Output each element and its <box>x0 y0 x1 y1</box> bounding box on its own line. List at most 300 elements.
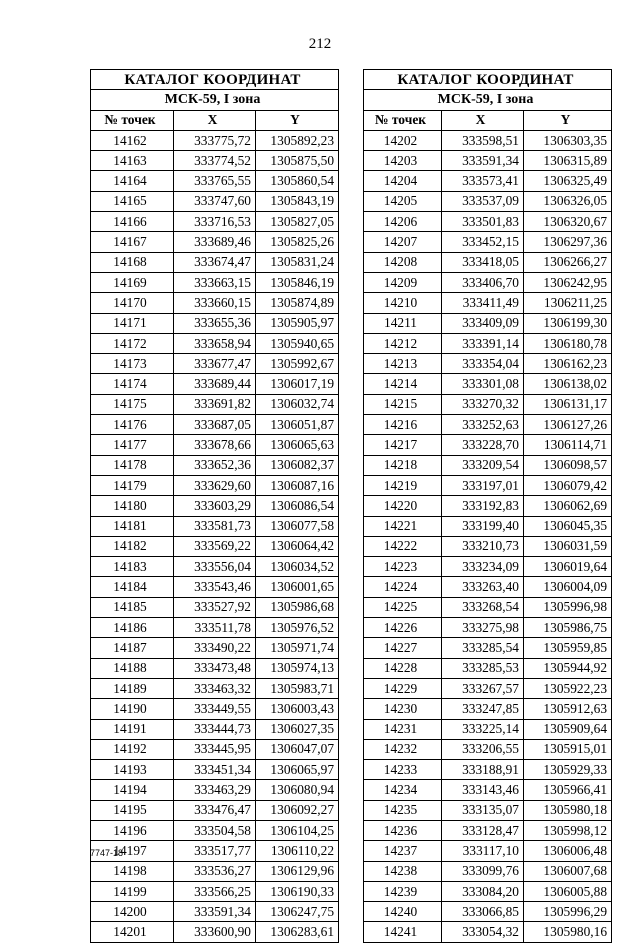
point-number-cell: 14181 <box>91 516 174 536</box>
point-number-cell: 14175 <box>91 394 174 414</box>
table-row <box>364 130 612 150</box>
point-number-cell: 14174 <box>91 374 174 394</box>
y-coordinate-cell: 1306079,42 <box>524 475 612 495</box>
x-coordinate-cell: 333192,83 <box>442 496 524 516</box>
y-coordinate-cell: 1306045,35 <box>524 516 612 536</box>
point-number-cell: 14176 <box>91 415 174 435</box>
x-coordinate-cell: 333689,44 <box>174 374 256 394</box>
y-coordinate-cell: 1306162,23 <box>524 354 612 374</box>
y-coordinate-cell: 1305996,98 <box>524 597 612 617</box>
table-row <box>91 760 339 780</box>
y-coordinate-cell: 1306006,48 <box>524 841 612 861</box>
table-row <box>91 374 339 394</box>
column-header-x: X <box>442 110 524 130</box>
x-coordinate-cell: 333099,76 <box>442 861 524 881</box>
x-coordinate-cell: 333658,94 <box>174 333 256 353</box>
table-body <box>364 130 612 942</box>
x-coordinate-cell: 333504,58 <box>174 820 256 840</box>
x-coordinate-cell: 333452,15 <box>442 232 524 252</box>
y-coordinate-cell: 1306080,94 <box>256 780 339 800</box>
y-coordinate-cell: 1305996,29 <box>524 902 612 922</box>
point-number-cell: 14218 <box>364 455 442 475</box>
y-coordinate-cell: 1306077,58 <box>256 516 339 536</box>
y-coordinate-cell: 1306114,71 <box>524 435 612 455</box>
point-number-cell: 14234 <box>364 780 442 800</box>
x-coordinate-cell: 333517,77 <box>174 841 256 861</box>
x-coordinate-cell: 333444,73 <box>174 719 256 739</box>
y-coordinate-cell: 1306082,37 <box>256 455 339 475</box>
table-row <box>364 496 612 516</box>
x-coordinate-cell: 333409,09 <box>442 313 524 333</box>
x-coordinate-cell: 333463,32 <box>174 678 256 698</box>
x-coordinate-cell: 333566,25 <box>174 881 256 901</box>
x-coordinate-cell: 333569,22 <box>174 536 256 556</box>
y-coordinate-cell: 1305959,85 <box>524 638 612 658</box>
point-number-cell: 14237 <box>364 841 442 861</box>
catalog-subtitle: МСК-59, I зона <box>91 90 339 110</box>
x-coordinate-cell: 333445,95 <box>174 739 256 759</box>
x-coordinate-cell: 333660,15 <box>174 293 256 313</box>
point-number-cell: 14210 <box>364 293 442 313</box>
x-coordinate-cell: 333674,47 <box>174 252 256 272</box>
y-coordinate-cell: 1305980,18 <box>524 800 612 820</box>
x-coordinate-cell: 333603,29 <box>174 496 256 516</box>
table-row <box>364 435 612 455</box>
point-number-cell: 14193 <box>91 760 174 780</box>
y-coordinate-cell: 1305860,54 <box>256 171 339 191</box>
table-row <box>91 212 339 232</box>
point-number-cell: 14194 <box>91 780 174 800</box>
point-number-cell: 14167 <box>91 232 174 252</box>
y-coordinate-cell: 1306005,88 <box>524 881 612 901</box>
x-coordinate-cell: 333210,73 <box>442 536 524 556</box>
table-row <box>91 699 339 719</box>
point-number-cell: 14197 <box>91 841 174 861</box>
table-row <box>91 841 339 861</box>
y-coordinate-cell: 1305998,12 <box>524 820 612 840</box>
x-coordinate-cell: 333652,36 <box>174 455 256 475</box>
x-coordinate-cell: 333473,48 <box>174 658 256 678</box>
y-coordinate-cell: 1305846,19 <box>256 272 339 292</box>
point-number-cell: 14165 <box>91 191 174 211</box>
table-row <box>364 516 612 536</box>
table-row <box>364 719 612 739</box>
table-row <box>91 171 339 191</box>
x-coordinate-cell: 333655,36 <box>174 313 256 333</box>
point-number-cell: 14239 <box>364 881 442 901</box>
x-coordinate-cell: 333476,47 <box>174 800 256 820</box>
y-coordinate-cell: 1305892,23 <box>256 130 339 150</box>
y-coordinate-cell: 1305929,33 <box>524 760 612 780</box>
y-coordinate-cell: 1306303,35 <box>524 130 612 150</box>
x-coordinate-cell: 333689,46 <box>174 232 256 252</box>
table-row <box>364 760 612 780</box>
point-number-cell: 14233 <box>364 760 442 780</box>
x-coordinate-cell: 333716,53 <box>174 212 256 232</box>
table-row <box>91 577 339 597</box>
point-number-cell: 14164 <box>91 171 174 191</box>
y-coordinate-cell: 1305915,01 <box>524 739 612 759</box>
point-number-cell: 14209 <box>364 272 442 292</box>
point-number-cell: 14230 <box>364 699 442 719</box>
table-row <box>91 455 339 475</box>
y-coordinate-cell: 1306131,17 <box>524 394 612 414</box>
y-coordinate-cell: 1306034,52 <box>256 557 339 577</box>
x-coordinate-cell: 333543,46 <box>174 577 256 597</box>
point-number-cell: 14224 <box>364 577 442 597</box>
point-number-cell: 14222 <box>364 536 442 556</box>
y-coordinate-cell: 1306064,42 <box>256 536 339 556</box>
table-row <box>91 820 339 840</box>
x-coordinate-cell: 333117,10 <box>442 841 524 861</box>
point-number-cell: 14226 <box>364 618 442 638</box>
table-row <box>91 922 339 942</box>
y-coordinate-cell: 1305827,05 <box>256 212 339 232</box>
point-number-cell: 14182 <box>91 536 174 556</box>
table-row <box>91 861 339 881</box>
table-row <box>91 272 339 292</box>
x-coordinate-cell: 333188,91 <box>442 760 524 780</box>
y-coordinate-cell: 1306051,87 <box>256 415 339 435</box>
table-row <box>364 415 612 435</box>
table-row <box>364 272 612 292</box>
x-coordinate-cell: 333084,20 <box>442 881 524 901</box>
y-coordinate-cell: 1306320,67 <box>524 212 612 232</box>
point-number-cell: 14189 <box>91 678 174 698</box>
column-header-y: Y <box>524 110 612 130</box>
table-row <box>91 232 339 252</box>
x-coordinate-cell: 333267,57 <box>442 678 524 698</box>
point-number-cell: 14206 <box>364 212 442 232</box>
y-coordinate-cell: 1306297,36 <box>524 232 612 252</box>
point-number-cell: 14195 <box>91 800 174 820</box>
table-row <box>91 881 339 901</box>
y-coordinate-cell: 1305905,97 <box>256 313 339 333</box>
table-row <box>364 212 612 232</box>
point-number-cell: 14225 <box>364 597 442 617</box>
table-row <box>91 719 339 739</box>
table-row <box>91 191 339 211</box>
y-coordinate-cell: 1306199,30 <box>524 313 612 333</box>
table-row <box>91 415 339 435</box>
coordinate-catalog-right <box>363 69 612 943</box>
table-row <box>91 536 339 556</box>
table-row <box>364 618 612 638</box>
table-row <box>364 475 612 495</box>
y-coordinate-cell: 1306065,97 <box>256 760 339 780</box>
point-number-cell: 14187 <box>91 638 174 658</box>
point-number-cell: 14171 <box>91 313 174 333</box>
point-number-cell: 14217 <box>364 435 442 455</box>
x-coordinate-cell: 333247,85 <box>442 699 524 719</box>
y-coordinate-cell: 1305971,74 <box>256 638 339 658</box>
x-coordinate-cell: 333581,73 <box>174 516 256 536</box>
table-row <box>364 678 612 698</box>
point-number-cell: 14169 <box>91 272 174 292</box>
table-row <box>364 800 612 820</box>
page-number: 212 <box>308 36 332 52</box>
point-number-cell: 14190 <box>91 699 174 719</box>
x-coordinate-cell: 333663,15 <box>174 272 256 292</box>
point-number-cell: 14201 <box>91 922 174 942</box>
y-coordinate-cell: 1306283,61 <box>256 922 339 942</box>
point-number-cell: 14191 <box>91 719 174 739</box>
y-coordinate-cell: 1306127,26 <box>524 415 612 435</box>
y-coordinate-cell: 1306326,05 <box>524 191 612 211</box>
point-number-cell: 14229 <box>364 678 442 698</box>
point-number-cell: 14240 <box>364 902 442 922</box>
point-number-cell: 14188 <box>91 658 174 678</box>
table-row <box>91 597 339 617</box>
table-row <box>91 496 339 516</box>
point-number-cell: 14219 <box>364 475 442 495</box>
y-coordinate-cell: 1306104,25 <box>256 820 339 840</box>
table-row <box>364 455 612 475</box>
y-coordinate-cell: 1306027,35 <box>256 719 339 739</box>
x-coordinate-cell: 333209,54 <box>442 455 524 475</box>
point-number-cell: 14178 <box>91 455 174 475</box>
x-coordinate-cell: 333527,92 <box>174 597 256 617</box>
x-coordinate-cell: 333511,78 <box>174 618 256 638</box>
point-number-cell: 14173 <box>91 354 174 374</box>
point-number-cell: 14215 <box>364 394 442 414</box>
x-coordinate-cell: 333066,85 <box>442 902 524 922</box>
table-row <box>364 841 612 861</box>
y-coordinate-cell: 1306004,09 <box>524 577 612 597</box>
point-number-cell: 14235 <box>364 800 442 820</box>
y-coordinate-cell: 1306138,02 <box>524 374 612 394</box>
table-row <box>364 252 612 272</box>
x-coordinate-cell: 333463,29 <box>174 780 256 800</box>
x-coordinate-cell: 333270,32 <box>442 394 524 414</box>
x-coordinate-cell: 333285,54 <box>442 638 524 658</box>
point-number-cell: 14211 <box>364 313 442 333</box>
x-coordinate-cell: 333591,34 <box>442 151 524 171</box>
x-coordinate-cell: 333678,66 <box>174 435 256 455</box>
column-header-point: № точек <box>91 110 174 130</box>
y-coordinate-cell: 1305875,50 <box>256 151 339 171</box>
x-coordinate-cell: 333691,82 <box>174 394 256 414</box>
catalog-subtitle: МСК-59, I зона <box>364 90 612 110</box>
x-coordinate-cell: 333275,98 <box>442 618 524 638</box>
y-coordinate-cell: 1305980,16 <box>524 922 612 942</box>
table-row <box>364 597 612 617</box>
x-coordinate-cell: 333234,09 <box>442 557 524 577</box>
point-number-cell: 14203 <box>364 151 442 171</box>
point-number-cell: 14231 <box>364 719 442 739</box>
point-number-cell: 14223 <box>364 557 442 577</box>
table-row <box>364 820 612 840</box>
point-number-cell: 14163 <box>91 151 174 171</box>
table-row <box>364 922 612 942</box>
catalog-title: КАТАЛОГ КООРДИНАТ <box>364 70 612 90</box>
point-number-cell: 14199 <box>91 881 174 901</box>
y-coordinate-cell: 1305966,41 <box>524 780 612 800</box>
point-number-cell: 14216 <box>364 415 442 435</box>
table-row <box>364 780 612 800</box>
y-coordinate-cell: 1306086,54 <box>256 496 339 516</box>
y-coordinate-cell: 1306062,69 <box>524 496 612 516</box>
y-coordinate-cell: 1305986,75 <box>524 618 612 638</box>
table-row <box>91 780 339 800</box>
point-number-cell: 14232 <box>364 739 442 759</box>
y-coordinate-cell: 1306266,27 <box>524 252 612 272</box>
x-coordinate-cell: 333206,55 <box>442 739 524 759</box>
point-number-cell: 14196 <box>91 820 174 840</box>
table-row <box>364 171 612 191</box>
table-row <box>91 678 339 698</box>
point-number-cell: 14198 <box>91 861 174 881</box>
x-coordinate-cell: 333225,14 <box>442 719 524 739</box>
x-coordinate-cell: 333536,27 <box>174 861 256 881</box>
point-number-cell: 14168 <box>91 252 174 272</box>
y-coordinate-cell: 1306017,19 <box>256 374 339 394</box>
x-coordinate-cell: 333591,34 <box>174 902 256 922</box>
y-coordinate-cell: 1305831,24 <box>256 252 339 272</box>
point-number-cell: 14208 <box>364 252 442 272</box>
y-coordinate-cell: 1305922,23 <box>524 678 612 698</box>
x-coordinate-cell: 333774,52 <box>174 151 256 171</box>
y-coordinate-cell: 1305940,65 <box>256 333 339 353</box>
x-coordinate-cell: 333490,22 <box>174 638 256 658</box>
y-coordinate-cell: 1305992,67 <box>256 354 339 374</box>
point-number-cell: 14170 <box>91 293 174 313</box>
coordinate-catalog-left <box>90 69 339 943</box>
x-coordinate-cell: 333263,40 <box>442 577 524 597</box>
table-row <box>91 435 339 455</box>
y-coordinate-cell: 1306087,16 <box>256 475 339 495</box>
y-coordinate-cell: 1306019,64 <box>524 557 612 577</box>
point-number-cell: 14238 <box>364 861 442 881</box>
footer-code: 7747-18 <box>90 848 124 858</box>
point-number-cell: 14204 <box>364 171 442 191</box>
table-row <box>91 800 339 820</box>
x-coordinate-cell: 333537,09 <box>442 191 524 211</box>
point-number-cell: 14205 <box>364 191 442 211</box>
y-coordinate-cell: 1306032,74 <box>256 394 339 414</box>
table-row <box>364 699 612 719</box>
y-coordinate-cell: 1306047,07 <box>256 739 339 759</box>
table-row <box>364 638 612 658</box>
table-row <box>364 313 612 333</box>
table-row <box>364 536 612 556</box>
y-coordinate-cell: 1305944,92 <box>524 658 612 678</box>
table-row <box>364 739 612 759</box>
table-row <box>91 293 339 313</box>
y-coordinate-cell: 1306092,27 <box>256 800 339 820</box>
table-row <box>91 618 339 638</box>
table-body <box>91 130 339 942</box>
x-coordinate-cell: 333197,01 <box>442 475 524 495</box>
table-row <box>91 151 339 171</box>
x-coordinate-cell: 333128,47 <box>442 820 524 840</box>
table-row <box>91 130 339 150</box>
x-coordinate-cell: 333285,53 <box>442 658 524 678</box>
y-coordinate-cell: 1306315,89 <box>524 151 612 171</box>
table-row <box>364 191 612 211</box>
y-coordinate-cell: 1305986,68 <box>256 597 339 617</box>
point-number-cell: 14180 <box>91 496 174 516</box>
x-coordinate-cell: 333268,54 <box>442 597 524 617</box>
point-number-cell: 14221 <box>364 516 442 536</box>
point-number-cell: 14200 <box>91 902 174 922</box>
table-row <box>91 333 339 353</box>
x-coordinate-cell: 333775,72 <box>174 130 256 150</box>
point-number-cell: 14214 <box>364 374 442 394</box>
point-number-cell: 14228 <box>364 658 442 678</box>
table-row <box>91 739 339 759</box>
y-coordinate-cell: 1306001,65 <box>256 577 339 597</box>
table-row <box>91 394 339 414</box>
y-coordinate-cell: 1305976,52 <box>256 618 339 638</box>
y-coordinate-cell: 1305874,89 <box>256 293 339 313</box>
table-row <box>364 577 612 597</box>
table-row <box>364 374 612 394</box>
point-number-cell: 14172 <box>91 333 174 353</box>
catalog-title: КАТАЛОГ КООРДИНАТ <box>91 70 339 90</box>
table-row <box>364 333 612 353</box>
x-coordinate-cell: 333765,55 <box>174 171 256 191</box>
y-coordinate-cell: 1306007,68 <box>524 861 612 881</box>
x-coordinate-cell: 333143,46 <box>442 780 524 800</box>
y-coordinate-cell: 1306190,33 <box>256 881 339 901</box>
x-coordinate-cell: 333449,55 <box>174 699 256 719</box>
point-number-cell: 14241 <box>364 922 442 942</box>
y-coordinate-cell: 1306065,63 <box>256 435 339 455</box>
y-coordinate-cell: 1305909,64 <box>524 719 612 739</box>
y-coordinate-cell: 1306098,57 <box>524 455 612 475</box>
table-row <box>91 557 339 577</box>
x-coordinate-cell: 333199,40 <box>442 516 524 536</box>
point-number-cell: 14184 <box>91 577 174 597</box>
column-header-x: X <box>174 110 256 130</box>
table-row <box>364 881 612 901</box>
y-coordinate-cell: 1305912,63 <box>524 699 612 719</box>
x-coordinate-cell: 333629,60 <box>174 475 256 495</box>
x-coordinate-cell: 333354,04 <box>442 354 524 374</box>
y-coordinate-cell: 1306325,49 <box>524 171 612 191</box>
point-number-cell: 14236 <box>364 820 442 840</box>
x-coordinate-cell: 333677,47 <box>174 354 256 374</box>
point-number-cell: 14212 <box>364 333 442 353</box>
y-coordinate-cell: 1306180,78 <box>524 333 612 353</box>
table-row <box>364 394 612 414</box>
point-number-cell: 14179 <box>91 475 174 495</box>
x-coordinate-cell: 333598,51 <box>442 130 524 150</box>
point-number-cell: 14207 <box>364 232 442 252</box>
x-coordinate-cell: 333687,05 <box>174 415 256 435</box>
x-coordinate-cell: 333406,70 <box>442 272 524 292</box>
x-coordinate-cell: 333301,08 <box>442 374 524 394</box>
y-coordinate-cell: 1306247,75 <box>256 902 339 922</box>
table-row <box>364 557 612 577</box>
table-row <box>364 293 612 313</box>
point-number-cell: 14220 <box>364 496 442 516</box>
table-row <box>91 516 339 536</box>
y-coordinate-cell: 1305825,26 <box>256 232 339 252</box>
table-row <box>364 861 612 881</box>
table-row <box>91 313 339 333</box>
y-coordinate-cell: 1305843,19 <box>256 191 339 211</box>
point-number-cell: 14177 <box>91 435 174 455</box>
point-number-cell: 14227 <box>364 638 442 658</box>
y-coordinate-cell: 1306242,95 <box>524 272 612 292</box>
point-number-cell: 14192 <box>91 739 174 759</box>
x-coordinate-cell: 333252,63 <box>442 415 524 435</box>
x-coordinate-cell: 333418,05 <box>442 252 524 272</box>
table-row <box>91 658 339 678</box>
column-header-point: № точек <box>364 110 442 130</box>
